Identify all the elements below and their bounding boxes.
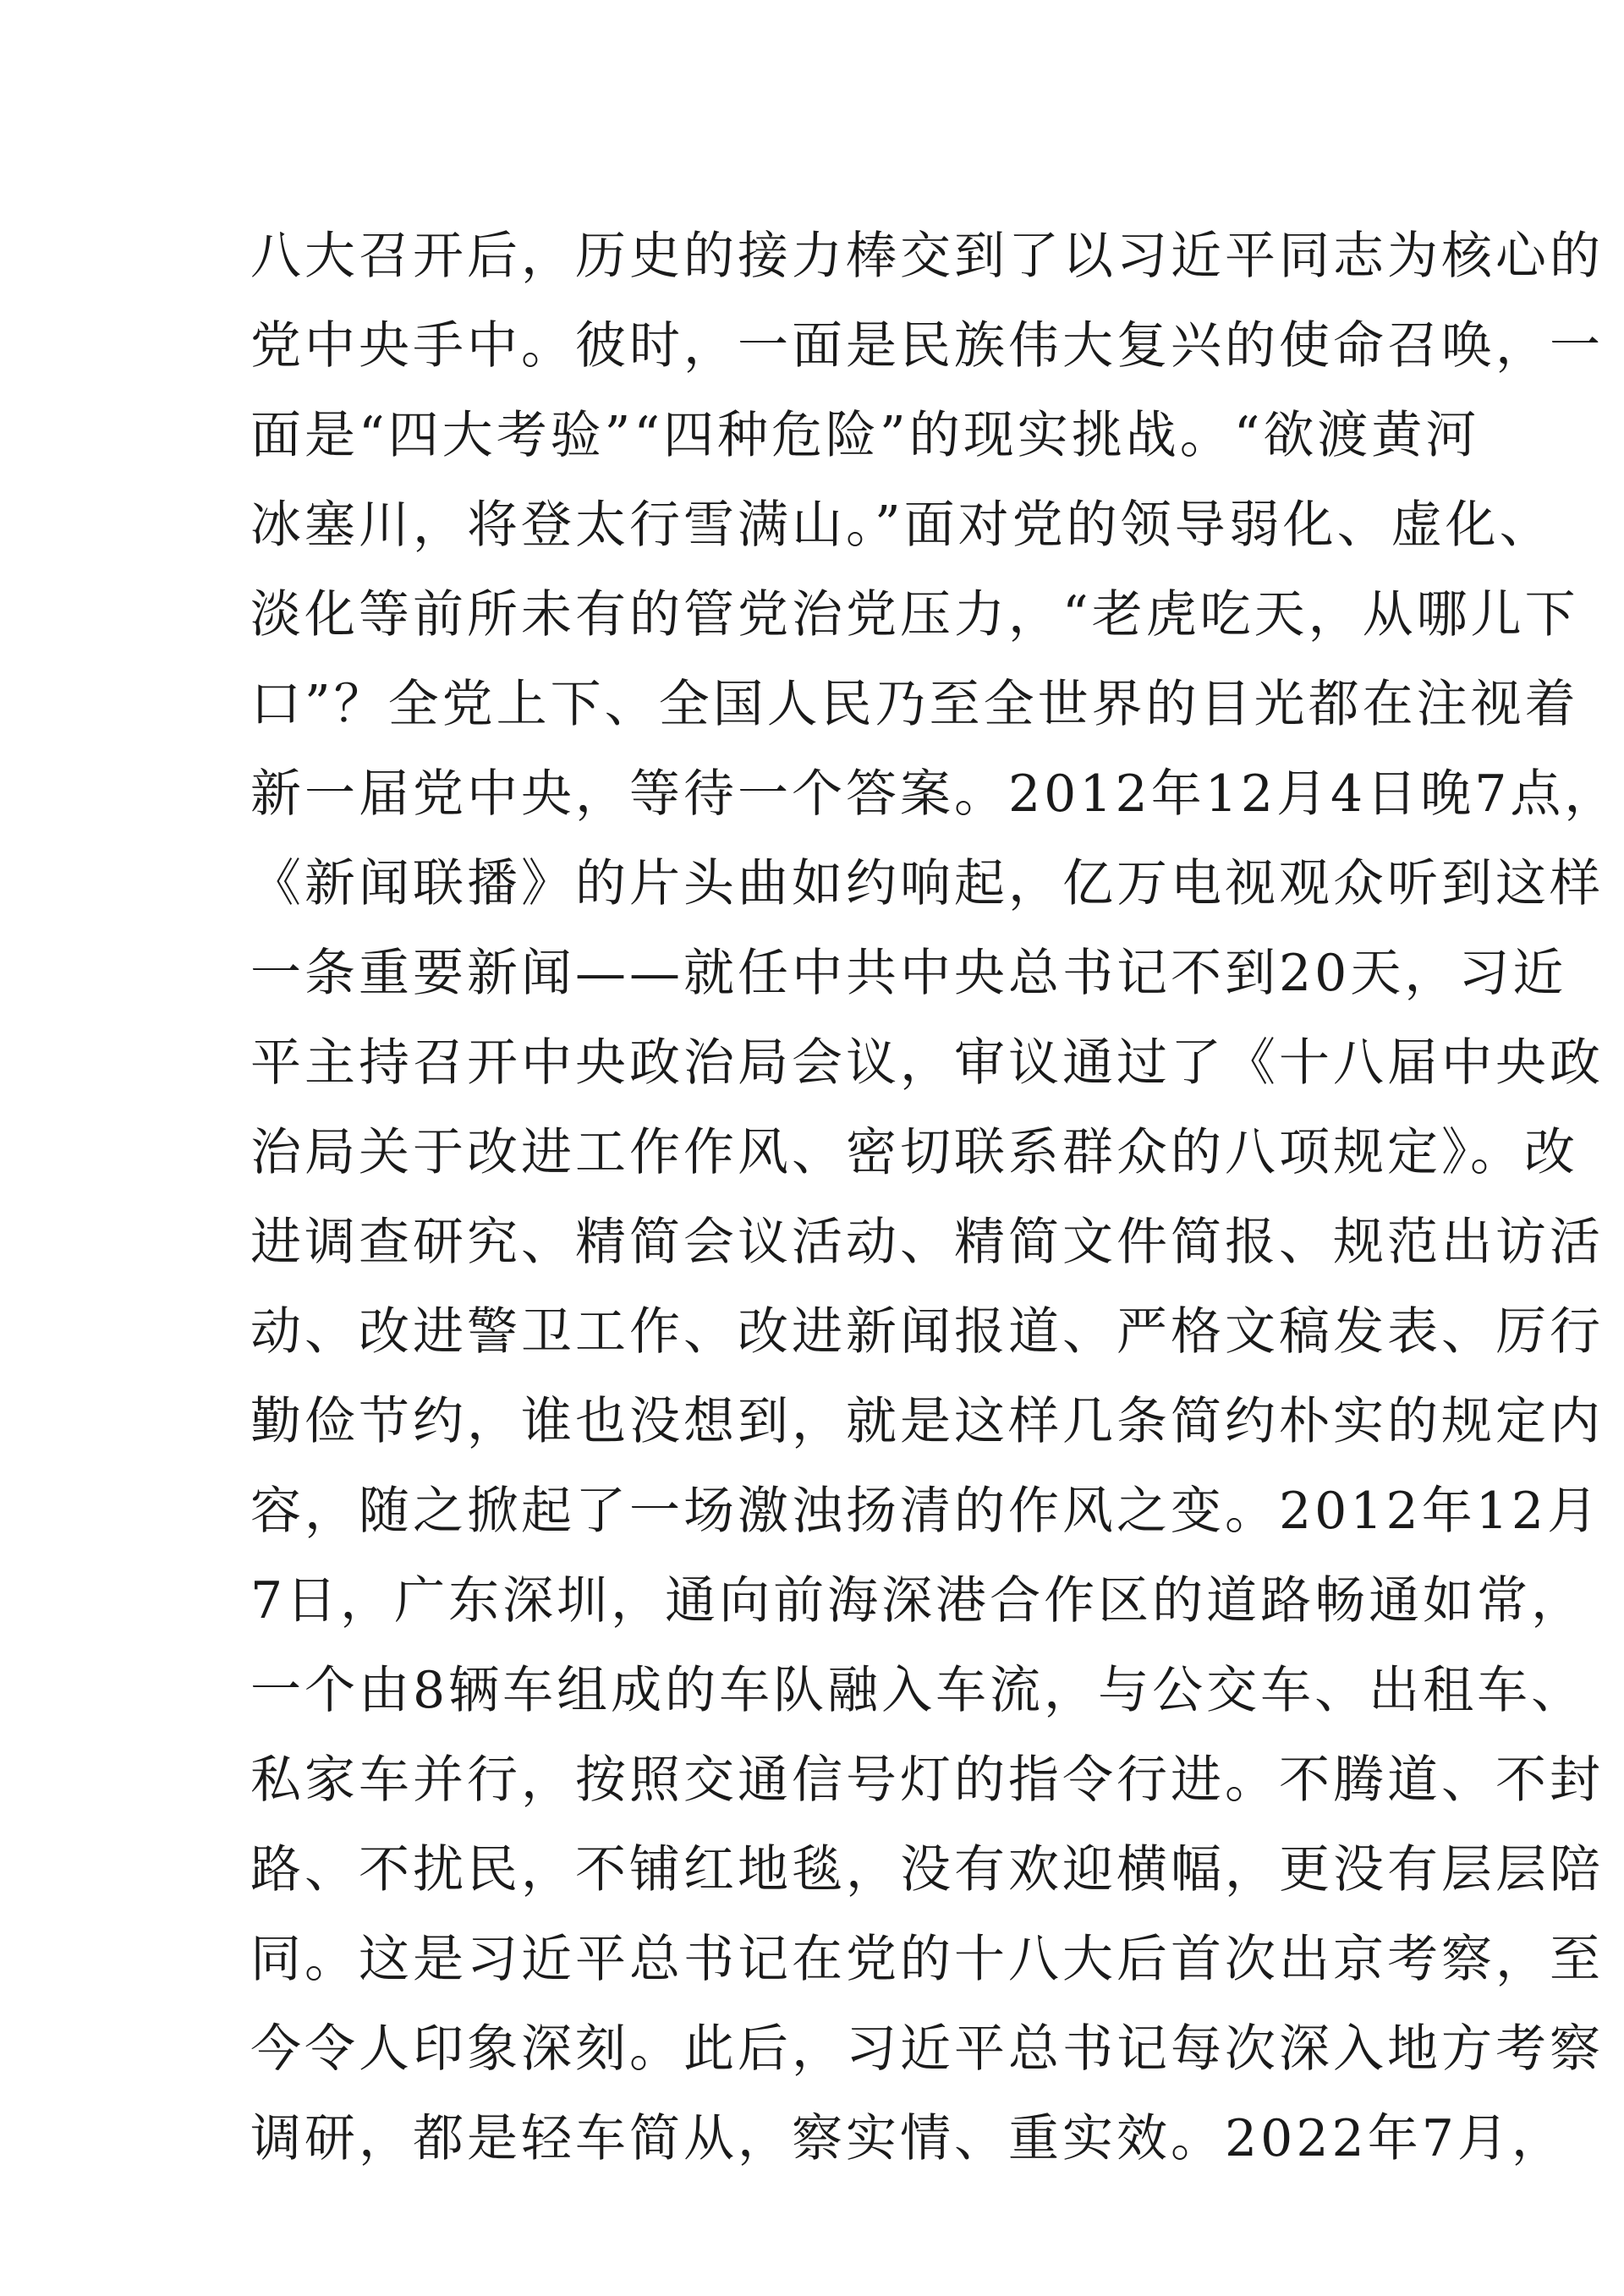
text-line-4: 冰塞川，将登太行雪满山。”面对党的领导弱化、虚化、 (250, 496, 1554, 555)
text-line-6: 口”？全党上下、全国人民乃至全世界的目光都在注视着 (250, 675, 1579, 734)
text-line-5: 淡化等前所未有的管党治党压力，“老虎吃天，从哪儿下 (250, 585, 1579, 644)
text-line-9: 一条重要新闻——就任中共中央总书记不到20天，习近 (250, 944, 1567, 1003)
text-line-17: 一个由8辆车组成的车队融入车流，与公交车、出租车、 (250, 1661, 1586, 1720)
text-line-22: 调研，都是轻车简从，察实情、重实效。2022年7月， (250, 2109, 1566, 2168)
text-line-3: 面是“四大考验”“四种危险”的现实挑战。“欲渡黄河 (250, 406, 1480, 465)
text-line-11: 治局关于改进工作作风、密切联系群众的八项规定》。改 (250, 1123, 1578, 1182)
text-line-10: 平主持召开中央政治局会议，审议通过了《十八届中央政 (250, 1033, 1604, 1093)
text-line-15: 容，随之掀起了一场激浊扬清的作风之变。2012年12月 (250, 1482, 1602, 1541)
text-line-7: 新一届党中央，等待一个答案。2012年12月4日晚7点， (250, 764, 1619, 824)
body-paragraph (250, 211, 1619, 2184)
text-line-13: 动、改进警卫工作、改进新闻报道、严格文稿发表、厉行 (250, 1302, 1604, 1362)
text-line-8: 《新闻联播》的片头曲如约响起，亿万电视观众听到这样 (250, 854, 1604, 913)
text-line-2: 党中央手中。彼时，一面是民族伟大复兴的使命召唤，一 (250, 316, 1604, 375)
text-line-12: 进调查研究、精简会议活动、精简文件简报、规范出访活 (250, 1213, 1604, 1272)
text-line-1: 八大召开后，历史的接力棒交到了以习近平同志为核心的 (250, 227, 1604, 286)
text-line-20: 同。这是习近平总书记在党的十八大后首次出京考察，至 (250, 1930, 1604, 1989)
text-line-19: 路、不扰民，不铺红地毯，没有欢迎横幅，更没有层层陪 (250, 1840, 1604, 1899)
text-line-21: 今令人印象深刻。此后，习近平总书记每次深入地方考察 (250, 2019, 1604, 2079)
text-line-14: 勤俭节约，谁也没想到，就是这样几条简约朴实的规定内 (250, 1392, 1604, 1451)
text-line-16: 7日，广东深圳，通向前海深港合作区的道路畅通如常， (250, 1571, 1586, 1630)
text-line-18: 私家车并行，按照交通信号灯的指令行进。不腾道、不封 (250, 1751, 1604, 1810)
